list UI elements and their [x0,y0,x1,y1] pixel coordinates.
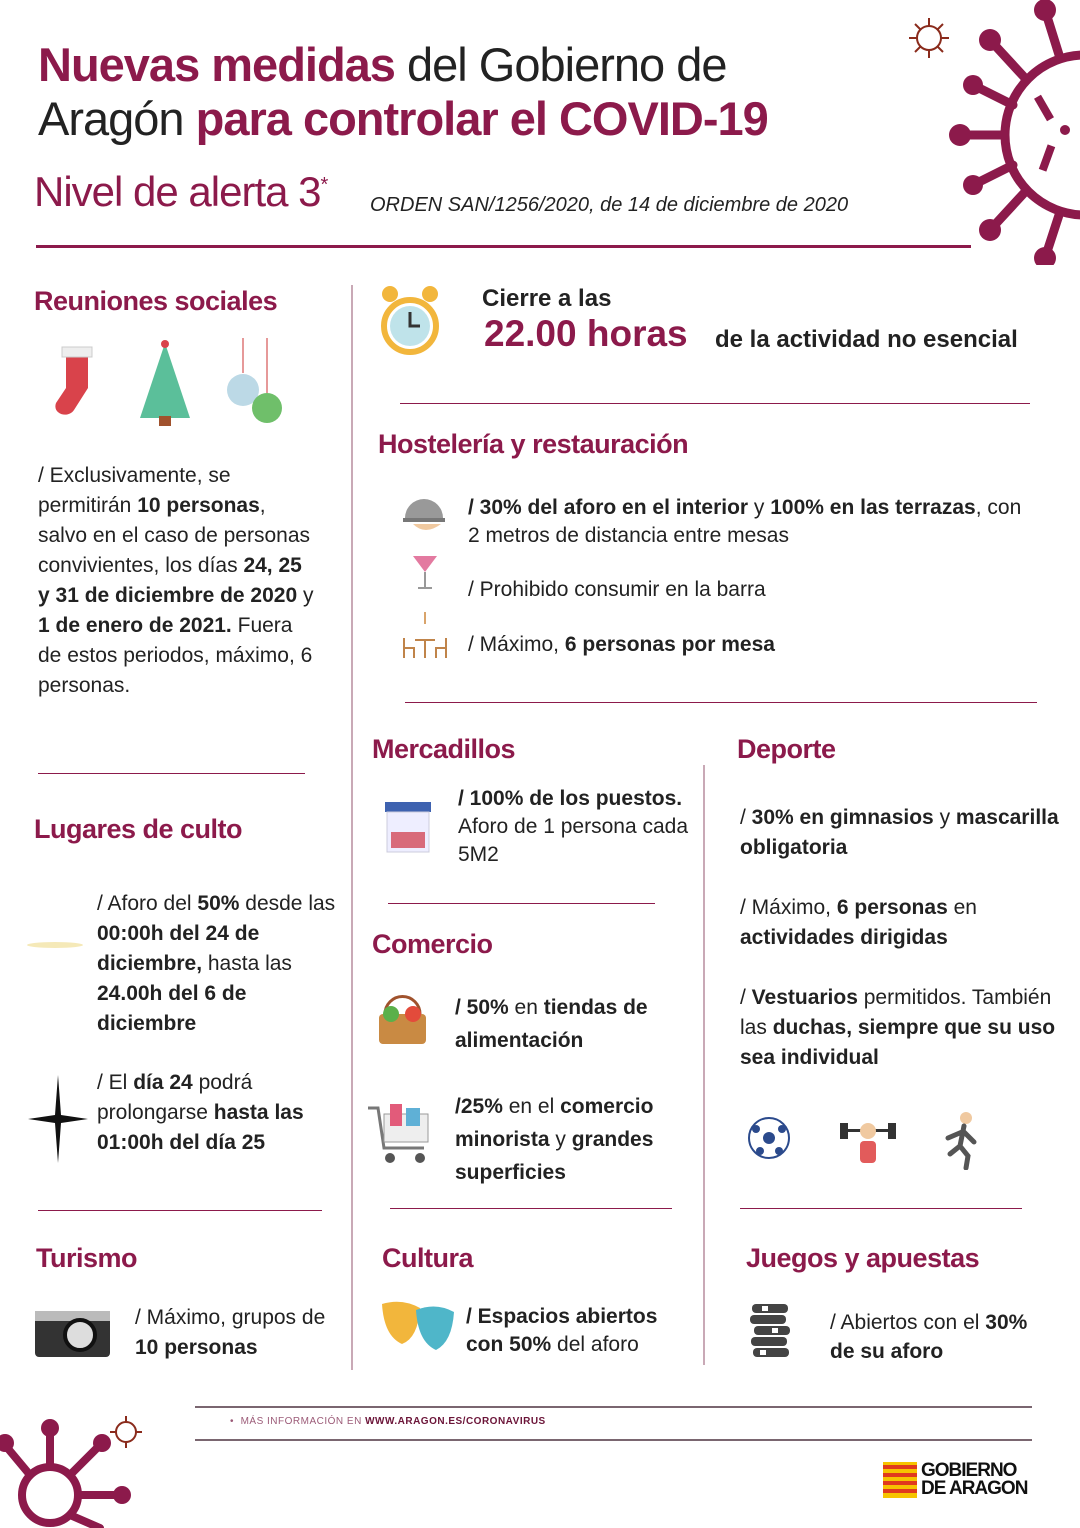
text-segment: 10 personas [135,1336,258,1359]
table-chairs-icon [400,612,450,660]
header-divider [36,245,971,248]
aragon-flag-icon [883,1462,917,1498]
text-segment: / Espacios abiertos con 50% [466,1305,658,1356]
text-segment: / Prohibido consumir en la barra [468,578,766,601]
text-segment: Fuera de estos periodos, máximo, 6 personas. [38,614,313,697]
food-cloche-icon [403,490,445,538]
deporte-item-2 [740,893,1060,953]
logo-line-1: GOBIERNO [921,1460,1017,1481]
text-segment: / 30% del aforo en el interior [468,496,749,519]
text-segment: permitidos. También las [740,986,1052,1039]
footer-divider-bottom [195,1439,1032,1441]
divider [390,1208,672,1209]
closing-time: 22.00 horas [484,313,688,354]
text-segment: / 100% de los puestos. [458,787,683,810]
ornaments-icon [225,338,285,428]
text-segment: hasta las [202,952,292,975]
text-segment: / [740,806,752,829]
alert-level [34,168,327,216]
text-segment: 00:00h del 24 de diciembre, [97,922,260,975]
text-segment: 1 de enero de 2021. [38,614,232,637]
hosteleria-item-1 [468,494,1028,550]
camera-icon [35,1305,110,1357]
casino-chips-icon [748,1302,792,1358]
juegos-text [830,1308,1050,1366]
text-segment: 24, 25 y 31 de diciembre de 2020 [38,554,302,607]
text-segment: para controlar el COVID-19 [195,92,768,145]
order-reference: ORDEN SAN/1256/2020, de 14 de diciembre de 2020 [370,194,849,216]
shopping-cart-icon [366,1100,432,1166]
text-segment: duchas, siempre que su uso sea individual [740,1016,1056,1069]
text-segment: grandes superficies [455,1128,654,1184]
alert-footnote-mark: * [320,174,328,196]
text-segment: / 50% [455,996,509,1019]
text-segment: en el [502,1095,561,1118]
text-segment: / Aforo del [97,892,198,915]
text-segment: /25% [455,1095,503,1118]
more-info-label: MÁS INFORMACIÓN EN [240,1416,366,1427]
heading-turismo: Turismo [36,1243,138,1273]
closing-suffix: de la actividad no esencial [715,326,1018,353]
heading-juegos: Juegos y apuestas [746,1243,980,1273]
text-segment: / [740,986,752,1009]
runner-icon [940,1110,980,1170]
turismo-text [135,1303,335,1363]
text-segment: Aragón [38,92,196,145]
text-segment: hasta las 01:00h del día 25 [97,1101,304,1154]
text-segment: Aforo de 1 persona cada 5M2 [458,815,688,866]
text-segment: tiendas de alimentación [455,996,648,1052]
column-divider-1 [351,285,353,1370]
hosteleria-item-3 [468,630,1008,660]
virus-icon-large [935,0,1080,265]
more-info-link[interactable]: WWW.ARAGON.ES/CORONAVIRUS [365,1416,546,1427]
cultura-text [466,1303,696,1359]
sparkle-glow-icon [25,920,85,970]
logo-line-2: DE ARAGON [921,1478,1028,1499]
weightlifter-icon [838,1115,898,1167]
gobierno-aragon-logo [883,1462,1027,1498]
text-segment: y [297,584,314,607]
cocktail-icon [410,550,440,592]
text-segment: , salvo en el caso de personas convivientes, los días [38,494,311,577]
star-icon [28,1075,88,1163]
virus-icon-small [905,14,953,62]
soccer-ball-icon [746,1115,792,1161]
text-segment: del Gobierno de [394,38,727,91]
text-segment: 30% de su aforo [830,1311,1028,1363]
heading-cultura: Cultura [382,1243,473,1273]
heading-hosteleria: Hostelería y restauración [378,429,689,459]
divider [740,1208,1022,1209]
virus-icon-bottom [0,1410,150,1528]
text-segment: / Máximo, [740,896,837,919]
heading-reuniones: Reuniones sociales [34,286,278,316]
title-line-2 [38,92,918,146]
text-segment: 24.00h del 6 de diciembre [97,982,247,1035]
text-segment: / Máximo, [468,633,565,656]
closing-label: Cierre a las [482,285,612,312]
deporte-item-3 [740,983,1060,1073]
text-segment: , con 2 metros de distancia entre mesas [468,496,1022,547]
title-line-1 [38,38,918,92]
heading-culto: Lugares de culto [34,814,243,844]
divider [405,702,1037,703]
heading-comercio: Comercio [372,929,493,959]
text-segment: mascarilla obligatoria [740,806,1059,859]
text-segment: 100% en las terrazas [770,496,976,519]
text-segment: y [748,496,771,519]
divider [38,1210,322,1211]
heading-mercadillos: Mercadillos [372,734,516,764]
text-segment: Nuevas medidas [38,38,395,91]
divider [38,773,305,774]
grocery-basket-icon [375,990,430,1048]
text-segment: Vestuarios [751,986,858,1009]
main-title [38,38,918,146]
text-segment: 10 personas [137,494,260,517]
alarm-clock-icon [378,284,442,358]
text-segment: 30% en gimnasios [751,806,934,829]
divider [388,903,655,904]
text-segment: comercio minorista [455,1095,654,1151]
hosteleria-item-2 [468,575,1008,605]
column-divider-2 [703,765,705,1365]
text-segment: / El [97,1071,134,1094]
comercio-item-2 [455,1090,700,1189]
text-segment: podrá prolongarse [97,1071,253,1124]
text-segment: desde las [239,892,336,915]
text-segment: del aforo [551,1333,639,1356]
footer-divider-top [195,1406,1032,1408]
deporte-item-1 [740,803,1060,863]
stocking-icon [45,340,100,425]
text-segment: y [933,806,956,829]
text-segment: 50% [197,892,240,915]
theater-masks-icon [380,1300,456,1352]
culto-item-1 [97,889,347,1039]
christmas-tree-icon [135,338,195,428]
text-segment: 6 personas [836,896,948,919]
culto-item-2 [97,1068,347,1158]
text-segment: en [508,996,544,1019]
heading-deporte: Deporte [737,734,836,764]
text-segment: / Exclusivamente, se permitirán [38,464,231,517]
market-stall-icon [383,802,433,854]
text-segment: 6 personas por mesa [564,633,775,656]
comercio-item-1 [455,991,695,1057]
text-segment: actividades dirigidas [740,926,948,949]
text-segment: / Abiertos con el [830,1311,986,1334]
reuniones-text [38,461,318,701]
mercadillos-text [458,785,688,869]
text-segment: y [549,1128,572,1151]
text-segment: en [947,896,977,919]
divider [400,403,1030,404]
text-segment: / Máximo, grupos de [135,1306,326,1329]
text-segment: día 24 [133,1071,193,1094]
alert-level-text: Nivel de alerta 3 [34,168,321,215]
more-info: • MÁS INFORMACIÓN EN WWW.ARAGON.ES/CORONAVIRUS [230,1416,546,1427]
